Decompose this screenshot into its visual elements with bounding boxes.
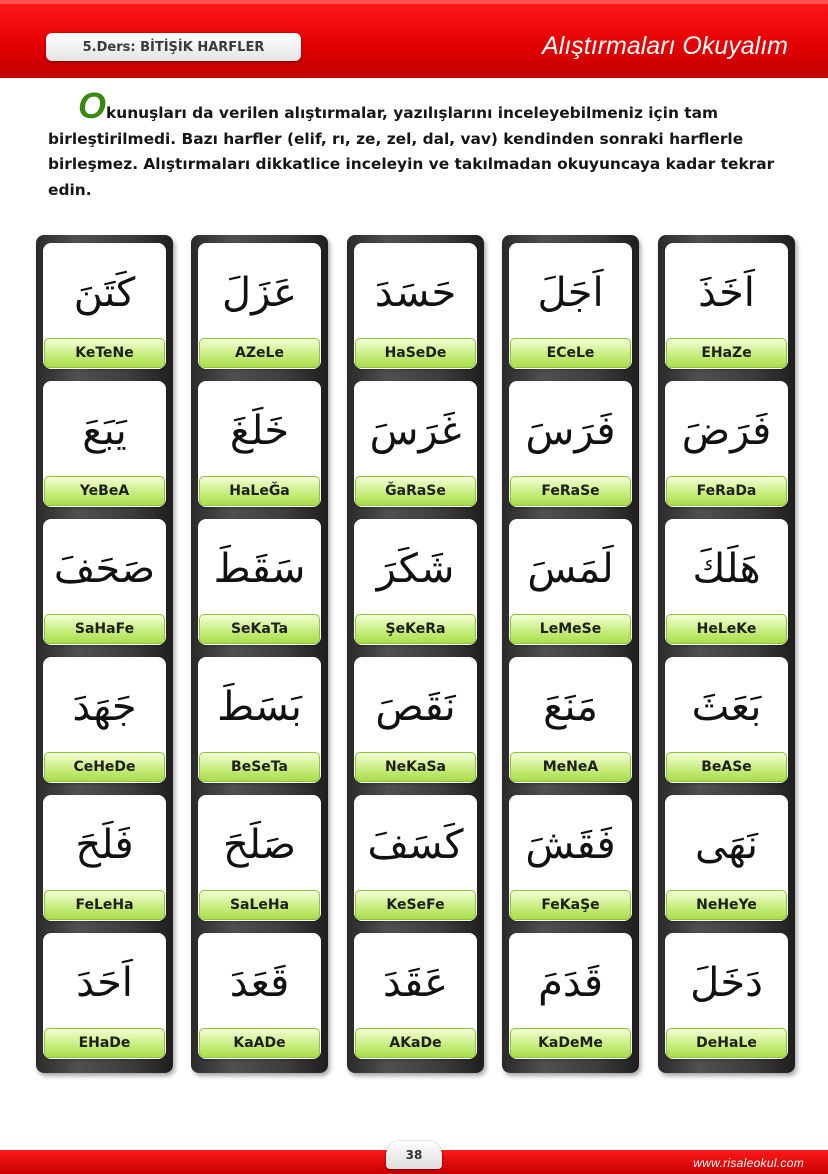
arabic-word: نَقَصَ xyxy=(375,684,456,730)
arabic-word: صَلَحَ xyxy=(222,822,297,868)
transliteration-label: CeHeDe xyxy=(44,752,165,782)
transliteration-label: HeLeKe xyxy=(666,614,787,644)
word-card xyxy=(354,243,477,369)
word-card xyxy=(198,795,321,921)
exercise-column xyxy=(658,235,795,1073)
arabic-word: شَكَرَ xyxy=(376,546,455,592)
transliteration-label: NeKaSa xyxy=(355,752,476,782)
word-card xyxy=(43,795,166,921)
arabic-word: فَرَضَ xyxy=(681,408,772,454)
transliteration-label: AKaDe xyxy=(355,1028,476,1058)
transliteration-label: BeASe xyxy=(666,752,787,782)
arabic-word: جَهَدَ xyxy=(72,684,137,730)
word-card xyxy=(198,519,321,645)
arabic-word: صَحَفَ xyxy=(53,546,156,592)
word-card xyxy=(354,933,477,1059)
arabic-word: فَرَسَ xyxy=(525,408,616,454)
transliteration-label: HaSeDe xyxy=(355,338,476,368)
word-card xyxy=(354,795,477,921)
transliteration-label: DeHaLe xyxy=(666,1028,787,1058)
arabic-word: كَتَنَ xyxy=(73,270,136,316)
exercise-column xyxy=(36,235,173,1073)
word-card xyxy=(665,933,788,1059)
arabic-word: هَلَكَ xyxy=(692,546,761,592)
word-card xyxy=(509,933,632,1059)
word-card xyxy=(509,243,632,369)
word-card xyxy=(665,243,788,369)
transliteration-label: FeLeHa xyxy=(44,890,165,920)
lesson-label: 5.Ders: BİTİŞİK HARFLER xyxy=(46,33,301,61)
exercise-column xyxy=(191,235,328,1073)
arabic-word: يَبَعَ xyxy=(82,408,127,454)
transliteration-label: ŞeKeRa xyxy=(355,614,476,644)
intro-paragraph xyxy=(48,85,788,204)
word-card xyxy=(509,795,632,921)
word-card xyxy=(665,519,788,645)
transliteration-label: LeMeSe xyxy=(510,614,631,644)
transliteration-label: SaHaFe xyxy=(44,614,165,644)
transliteration-label: NeHeYe xyxy=(666,890,787,920)
arabic-word: سَقَطَ xyxy=(213,546,306,592)
arabic-word: فَقَشَ xyxy=(525,822,616,868)
transliteration-label: EHaDe xyxy=(44,1028,165,1058)
page-title: Alıştırmaları Okuyalım xyxy=(542,32,788,60)
transliteration-label: HaLeĞa xyxy=(199,476,320,506)
arabic-word: قَدَمَ xyxy=(538,960,603,1006)
transliteration-label: FeRaSe xyxy=(510,476,631,506)
arabic-word: مَنَعَ xyxy=(543,684,598,730)
website-url: www.risaleokul.com xyxy=(693,1156,804,1170)
arabic-word: لَمَسَ xyxy=(527,546,614,592)
transliteration-label: KeSeFe xyxy=(355,890,476,920)
drop-cap: O xyxy=(78,85,107,126)
word-card xyxy=(43,381,166,507)
arabic-word: عَقَدَ xyxy=(382,960,449,1006)
word-card xyxy=(43,243,166,369)
arabic-word: اَجَلَ xyxy=(537,270,604,316)
word-card xyxy=(198,243,321,369)
word-card xyxy=(198,381,321,507)
word-card xyxy=(509,657,632,783)
word-card xyxy=(43,519,166,645)
exercise-column xyxy=(502,235,639,1073)
arabic-word: نَهَى xyxy=(695,822,758,868)
word-card xyxy=(198,657,321,783)
word-card xyxy=(665,795,788,921)
arabic-word: فَلَحَ xyxy=(75,822,134,868)
arabic-word: غَرَسَ xyxy=(369,408,462,454)
arabic-word: اَحَدَ xyxy=(76,960,133,1006)
arabic-word: بَعَثَ xyxy=(691,684,762,730)
transliteration-label: YeBeA xyxy=(44,476,165,506)
arabic-word: بَسَطَ xyxy=(217,684,302,730)
arabic-word: دَخَلَ xyxy=(690,960,763,1006)
transliteration-label: ECeLe xyxy=(510,338,631,368)
arabic-word: حَسَدَ xyxy=(374,270,457,316)
word-card xyxy=(43,657,166,783)
word-card xyxy=(354,381,477,507)
word-card xyxy=(665,381,788,507)
transliteration-label: KeTeNe xyxy=(44,338,165,368)
transliteration-label: AZeLe xyxy=(199,338,320,368)
transliteration-label: FeRaDa xyxy=(666,476,787,506)
exercise-column xyxy=(347,235,484,1073)
arabic-word: عَزَلَ xyxy=(222,270,297,316)
word-card xyxy=(43,933,166,1059)
word-card xyxy=(509,381,632,507)
word-card xyxy=(509,519,632,645)
arabic-word: قَعَدَ xyxy=(229,960,290,1006)
transliteration-label: KaADe xyxy=(199,1028,320,1058)
word-card xyxy=(665,657,788,783)
transliteration-label: EHaZe xyxy=(666,338,787,368)
arabic-word: اَخَذَ xyxy=(698,270,755,316)
word-card xyxy=(354,657,477,783)
transliteration-label: BeSeTa xyxy=(199,752,320,782)
transliteration-label: SeKaTa xyxy=(199,614,320,644)
transliteration-label: MeNeA xyxy=(510,752,631,782)
transliteration-label: ĞaRaSe xyxy=(355,476,476,506)
word-card xyxy=(354,519,477,645)
word-card xyxy=(198,933,321,1059)
intro-text: kunuşları da verilen alıştırmalar, yazılışlarını inceleyebilmeniz için tam birleştirilmedi. Bazı harfler (elif, rı, ze, zel, dal, vav) kendinden sonraki harflerle birleşmez. Alıştırmaları dikkatlice inceleyin ve takılmadan okuyuncaya kadar tekrar edin. xyxy=(48,104,775,200)
page-number: 38 xyxy=(386,1141,442,1169)
transliteration-label: FeKaŞe xyxy=(510,890,631,920)
transliteration-label: SaLeHa xyxy=(199,890,320,920)
arabic-word: خَلَغَ xyxy=(229,408,290,454)
transliteration-label: KaDeMe xyxy=(510,1028,631,1058)
arabic-word: كَسَفَ xyxy=(367,822,464,868)
